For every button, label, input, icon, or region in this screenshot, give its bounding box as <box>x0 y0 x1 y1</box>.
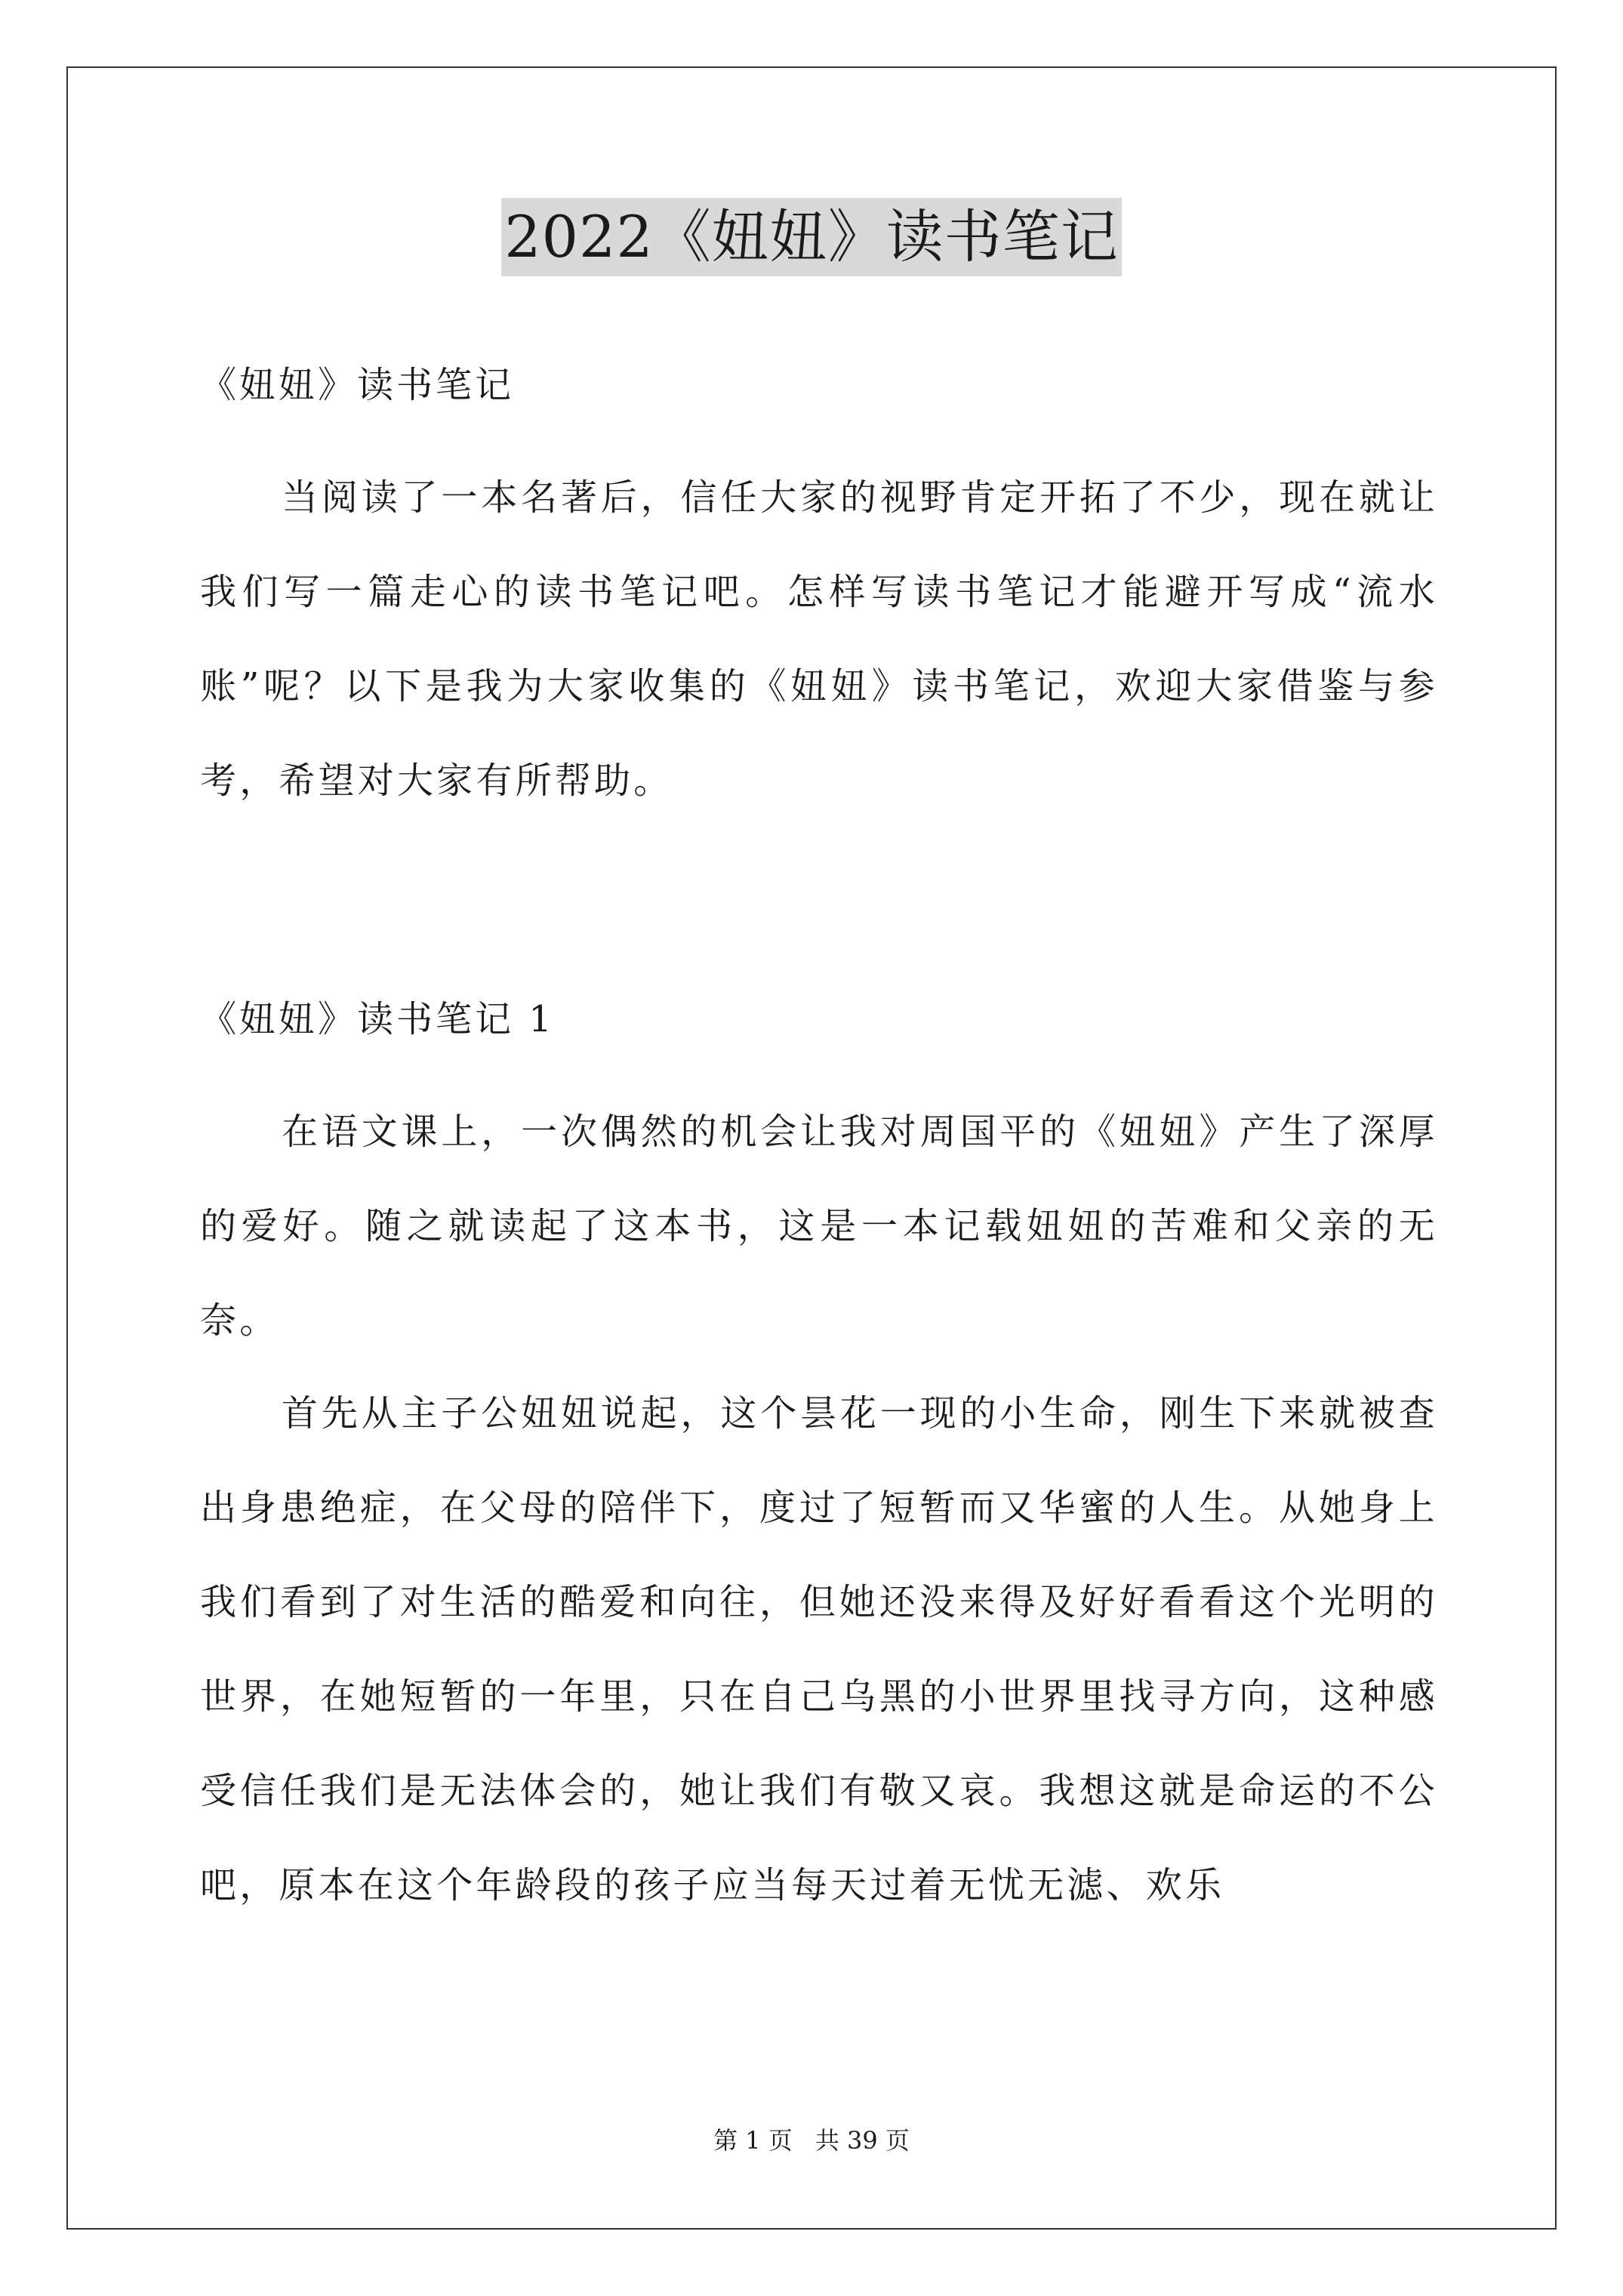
intro-paragraph: 当阅读了一本名著后，信任大家的视野肯定开拓了不少，现在就让我们写一篇走心的读书笔记吧。怎样写读书笔记才能避开写成“流水账”呢？以下是我为大家收集的《妞妞》读书笔记，欢迎大家借鉴与参考，希望对大家有所帮助。 <box>200 476 1438 802</box>
body-paragraph-1: 在语文课上，一次偶然的机会让我对周国平的《妞妞》产生了深厚的爱好。随之就读起了这本书，这是一本记载妞妞的苦难和父亲的无奈。 <box>200 1111 1438 1342</box>
page-number-total: 共 39 页 <box>815 2126 910 2155</box>
document-title-wrapper <box>0 198 1623 276</box>
document-title: 2022《妞妞》读书笔记 <box>501 198 1121 276</box>
page-number-current: 第 1 页 <box>713 2126 793 2155</box>
body-paragraph-2: 首先从主子公妞妞说起，这个昙花一现的小生命，刚生下来就被查出身患绝症，在父母的陪伴下，度过了短暂而又华蜜的人生。从她身上我们看到了对生活的酷爱和向往，但她还没来得及好好看看这个光明的世界，在她短暂的一年里，只在自己乌黑的小世界里找寻方向，这种感受信任我们是无法体会的，她让我们有敬又哀。我想这就是命运的不公吧，原本在这个年龄段的孩子应当每天过着无忧无滤、欢乐 <box>200 1392 1438 1906</box>
main-heading: 《妞妞》读书笔记 <box>200 364 515 406</box>
section-heading: 《妞妞》读书笔记 1 <box>200 998 555 1040</box>
page-footer <box>0 2125 1623 2156</box>
